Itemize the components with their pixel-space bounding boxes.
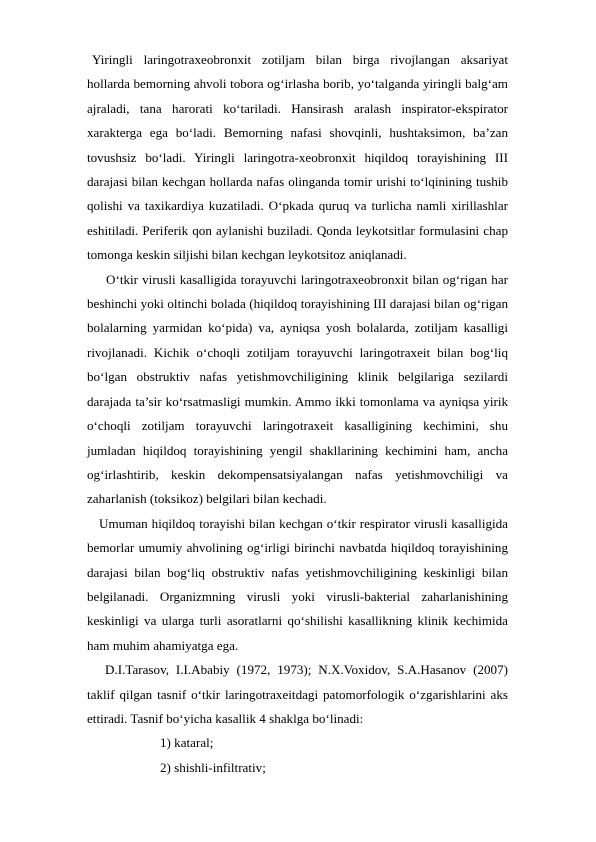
text-body bbox=[87, 48, 508, 780]
paragraph-classification: D.I.Tarasov, I.I.Ababiy (1972, 1973); N.X.Voxidov, S.A.Hasanov (2007) taklif qilgan tasnif o‘tkir laringotraxeitdagi patomorfologik o‘zgarishlarini aks ettiradi. Tasnif bo‘yicha kasallik 4 shaklga bo‘linadi: bbox=[87, 662, 508, 726]
paragraph-pneumonia-complication: O‘tkir virusli kasalligida torayuvchi laringotraxeobronxit bilan og‘rigan har beshinchi yoki oltinchi bolada (hiqildoq torayishining III darajasi bilan og‘rigan bolalarning yarmidan ko‘pida) va, ayniqsa yosh bolalarda, zotiljam kasalligi rivojlanadi. Kichik o‘choqli zotiljam torayuvchi laringotraxeit bilan bog‘liq bo‘lgan obstruktiv nafas yetishmovchiligining klinik belgilariga sezilardi darajada ta’sir ko‘rsatmasligi mumkin. Ammo ikki tomonlama va ayniqsa yirik o‘choqli zotiljam torayuvchi laringotraxeit kasalligining kechimini, shu jumladan hiqildoq torayishining yengil shakllarining kechimini ham, ancha og‘irlashtirib, keskin dekompensatsiyalangan nafas yetishmovchiligi va zaharlanish (toksikoz) belgilari bilan kechadi. bbox=[87, 271, 508, 507]
paragraph-purulent-laryngotracheobronchitis: Yiringli laringotraxeobronxit zotiljam bilan birga rivojlangan aksariyat hollarda bemorning ahvoli tobora og‘irlasha borib, yo‘talganda yiringli balg‘am ajraladi, tana harorati ko‘tariladi. Hansirash aralash inspirator-ekspirator xarakterga ega bo‘ladi. Bemorning nafasi shovqinli, hushtaksimon, ba’zan tovushsiz bo‘ladi. Yiringli laringotra-xeobronxit hiqildoq torayishining III darajasi bilan kechgan hollarda nafas olinganda tomir urishi to‘lqinining tushib qolishi va taxikardiya kuzatiladi. O‘pkada quruq va turlicha namli xirillashlar eshitiladi. Periferik qon aylanishi buziladi. Qonda leykotsitlar formulasini chap tomonga keskin siljishi bilan kechgan leykotsitoz aniqlanadi. bbox=[87, 52, 508, 263]
paragraph-general-condition: Umuman hiqildoq torayishi bilan kechgan o‘tkir respirator virusli kasalligida bemorlar umumiy ahvolining og‘irligi birinchi navbatda hiqildoq torayishining darajasi bilan bog‘liq obstruktiv nafas yetishmovchiligining keskinligi bilan belgilanadi. Organizmning virusli yoki virusli-bakterial zaharlanishining keskinligi va ularga turli asoratlarni qo‘shilishi kasallikning klinik kechimida ham muhim ahamiyatga ega. bbox=[87, 515, 508, 653]
list-item-edematous-infiltrative: 2) shishli-infiltrativ; bbox=[160, 759, 266, 775]
list-item-catarrhal: 1) kataral; bbox=[160, 735, 214, 751]
